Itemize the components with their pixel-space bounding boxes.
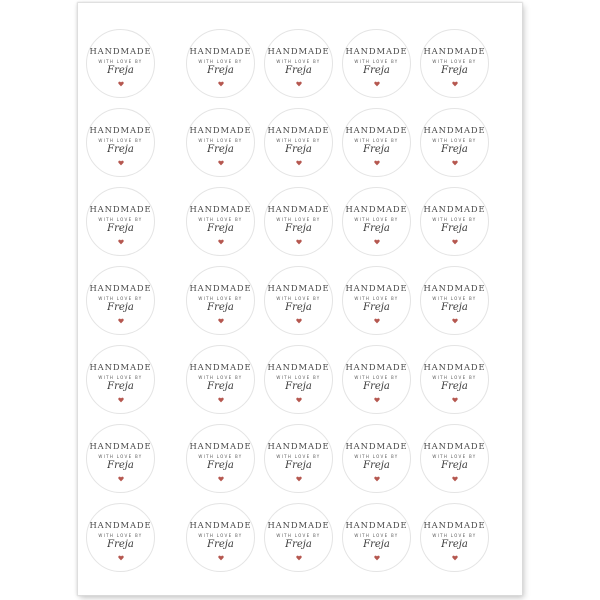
sticker-subtitle: WITH LOVE BY: [198, 454, 243, 459]
sticker-subtitle: WITH LOVE BY: [354, 533, 399, 538]
sticker-name: Freja: [107, 381, 134, 392]
sticker-subtitle: WITH LOVE BY: [432, 375, 477, 380]
sticker-name: Freja: [285, 381, 312, 392]
heart-icon: [218, 318, 224, 324]
sticker-subtitle: WITH LOVE BY: [98, 138, 143, 143]
sticker-name: Freja: [285, 460, 312, 471]
sticker-title: HANDMADE: [189, 125, 252, 135]
sticker-title: HANDMADE: [423, 125, 486, 135]
sticker-subtitle: WITH LOVE BY: [432, 296, 477, 301]
sticker-subtitle: WITH LOVE BY: [198, 375, 243, 380]
sticker-label: [264, 424, 333, 493]
sticker-subtitle: WITH LOVE BY: [276, 533, 321, 538]
sticker-label: [186, 108, 255, 177]
heart-icon: [452, 318, 458, 324]
heart-icon: [118, 555, 124, 561]
sticker-name: Freja: [363, 302, 390, 313]
heart-icon: [296, 160, 302, 166]
sticker-sheet: [78, 3, 522, 595]
sticker-title: HANDMADE: [189, 283, 252, 293]
sticker-name: Freja: [441, 302, 468, 313]
sticker-title: HANDMADE: [267, 283, 330, 293]
heart-icon: [296, 555, 302, 561]
sticker-label: [186, 266, 255, 335]
heart-icon: [374, 555, 380, 561]
sticker-subtitle: WITH LOVE BY: [432, 59, 477, 64]
sticker-title: HANDMADE: [345, 520, 408, 530]
sticker-name: Freja: [107, 65, 134, 76]
sticker-label: [342, 187, 411, 256]
sticker-name: Freja: [207, 381, 234, 392]
sticker-title: HANDMADE: [267, 46, 330, 56]
sticker-label: [420, 29, 489, 98]
sticker-label: [264, 29, 333, 98]
sticker-subtitle: WITH LOVE BY: [276, 454, 321, 459]
sticker-label: [186, 345, 255, 414]
sticker-subtitle: WITH LOVE BY: [276, 217, 321, 222]
sticker-subtitle: WITH LOVE BY: [198, 217, 243, 222]
sticker-title: HANDMADE: [345, 441, 408, 451]
sticker-label: [342, 503, 411, 572]
sticker-subtitle: WITH LOVE BY: [354, 454, 399, 459]
sticker-subtitle: WITH LOVE BY: [98, 217, 143, 222]
heart-icon: [374, 318, 380, 324]
sticker-title: HANDMADE: [89, 520, 152, 530]
sticker-subtitle: WITH LOVE BY: [354, 138, 399, 143]
sticker-title: HANDMADE: [89, 441, 152, 451]
sticker-label: [86, 29, 155, 98]
sticker-title: HANDMADE: [345, 46, 408, 56]
sticker-label: [264, 345, 333, 414]
sticker-name: Freja: [441, 539, 468, 550]
sticker-label: [420, 187, 489, 256]
sticker-title: HANDMADE: [423, 362, 486, 372]
sticker-label: [86, 424, 155, 493]
sticker-name: Freja: [285, 539, 312, 550]
heart-icon: [374, 476, 380, 482]
sticker-title: HANDMADE: [189, 204, 252, 214]
sticker-label: [420, 108, 489, 177]
sticker-name: Freja: [441, 381, 468, 392]
heart-icon: [296, 318, 302, 324]
sticker-name: Freja: [285, 65, 312, 76]
heart-icon: [118, 397, 124, 403]
sticker-name: Freja: [363, 223, 390, 234]
sticker-label: [264, 108, 333, 177]
sticker-title: HANDMADE: [89, 362, 152, 372]
sticker-label: [186, 424, 255, 493]
sticker-label: [86, 266, 155, 335]
sticker-subtitle: WITH LOVE BY: [354, 217, 399, 222]
sticker-name: Freja: [107, 539, 134, 550]
sticker-name: Freja: [207, 539, 234, 550]
sticker-name: Freja: [285, 302, 312, 313]
sticker-title: HANDMADE: [89, 283, 152, 293]
sticker-title: HANDMADE: [189, 362, 252, 372]
sticker-name: Freja: [441, 65, 468, 76]
heart-icon: [218, 239, 224, 245]
sticker-subtitle: WITH LOVE BY: [198, 296, 243, 301]
heart-icon: [118, 160, 124, 166]
heart-icon: [296, 81, 302, 87]
sticker-title: HANDMADE: [423, 204, 486, 214]
heart-icon: [374, 397, 380, 403]
sticker-title: HANDMADE: [423, 46, 486, 56]
sticker-label: [86, 108, 155, 177]
heart-icon: [452, 239, 458, 245]
sticker-name: Freja: [207, 460, 234, 471]
sticker-label: [186, 503, 255, 572]
heart-icon: [296, 397, 302, 403]
heart-icon: [374, 160, 380, 166]
sticker-label: [186, 29, 255, 98]
sticker-label: [420, 503, 489, 572]
sticker-name: Freja: [285, 144, 312, 155]
sticker-subtitle: WITH LOVE BY: [98, 454, 143, 459]
heart-icon: [452, 476, 458, 482]
sticker-label: [342, 108, 411, 177]
sticker-subtitle: WITH LOVE BY: [276, 375, 321, 380]
sticker-title: HANDMADE: [345, 204, 408, 214]
heart-icon: [118, 239, 124, 245]
sticker-name: Freja: [441, 460, 468, 471]
sticker-label: [264, 266, 333, 335]
sticker-title: HANDMADE: [345, 125, 408, 135]
sticker-label: [342, 29, 411, 98]
sticker-title: HANDMADE: [267, 520, 330, 530]
sticker-subtitle: WITH LOVE BY: [354, 59, 399, 64]
heart-icon: [296, 239, 302, 245]
sticker-subtitle: WITH LOVE BY: [432, 454, 477, 459]
heart-icon: [452, 555, 458, 561]
sticker-name: Freja: [441, 144, 468, 155]
sticker-label: [420, 345, 489, 414]
sticker-label: [342, 266, 411, 335]
heart-icon: [296, 476, 302, 482]
sticker-label: [86, 345, 155, 414]
sticker-title: HANDMADE: [267, 441, 330, 451]
sticker-label: [264, 503, 333, 572]
sticker-name: Freja: [207, 223, 234, 234]
sticker-subtitle: WITH LOVE BY: [198, 138, 243, 143]
sticker-name: Freja: [107, 302, 134, 313]
heart-icon: [218, 476, 224, 482]
sticker-name: Freja: [363, 460, 390, 471]
sticker-name: Freja: [363, 144, 390, 155]
sticker-subtitle: WITH LOVE BY: [98, 533, 143, 538]
heart-icon: [218, 397, 224, 403]
sticker-subtitle: WITH LOVE BY: [354, 296, 399, 301]
sticker-name: Freja: [363, 381, 390, 392]
sticker-title: HANDMADE: [267, 125, 330, 135]
sticker-title: HANDMADE: [189, 441, 252, 451]
sticker-label: [264, 187, 333, 256]
sticker-title: HANDMADE: [267, 204, 330, 214]
sticker-name: Freja: [107, 460, 134, 471]
heart-icon: [452, 160, 458, 166]
sticker-subtitle: WITH LOVE BY: [98, 59, 143, 64]
sticker-name: Freja: [107, 144, 134, 155]
sticker-subtitle: WITH LOVE BY: [354, 375, 399, 380]
sticker-name: Freja: [207, 302, 234, 313]
sticker-subtitle: WITH LOVE BY: [198, 59, 243, 64]
sticker-title: HANDMADE: [345, 362, 408, 372]
sticker-label: [186, 187, 255, 256]
sticker-subtitle: WITH LOVE BY: [98, 375, 143, 380]
sticker-name: Freja: [363, 65, 390, 76]
sticker-label: [342, 424, 411, 493]
sticker-name: Freja: [285, 223, 312, 234]
sticker-subtitle: WITH LOVE BY: [276, 138, 321, 143]
heart-icon: [452, 397, 458, 403]
heart-icon: [118, 476, 124, 482]
sticker-subtitle: WITH LOVE BY: [432, 217, 477, 222]
sticker-title: HANDMADE: [89, 204, 152, 214]
sticker-subtitle: WITH LOVE BY: [432, 533, 477, 538]
heart-icon: [374, 81, 380, 87]
heart-icon: [118, 81, 124, 87]
sticker-subtitle: WITH LOVE BY: [432, 138, 477, 143]
sticker-title: HANDMADE: [189, 46, 252, 56]
sticker-title: HANDMADE: [423, 520, 486, 530]
heart-icon: [218, 81, 224, 87]
sticker-title: HANDMADE: [267, 362, 330, 372]
sticker-name: Freja: [363, 539, 390, 550]
heart-icon: [218, 555, 224, 561]
sticker-name: Freja: [207, 144, 234, 155]
heart-icon: [218, 160, 224, 166]
sticker-name: Freja: [107, 223, 134, 234]
sticker-label: [420, 266, 489, 335]
sticker-label: [342, 345, 411, 414]
sticker-subtitle: WITH LOVE BY: [276, 59, 321, 64]
sticker-subtitle: WITH LOVE BY: [198, 533, 243, 538]
sticker-title: HANDMADE: [423, 283, 486, 293]
sticker-name: Freja: [207, 65, 234, 76]
sticker-subtitle: WITH LOVE BY: [276, 296, 321, 301]
sticker-label: [86, 503, 155, 572]
heart-icon: [452, 81, 458, 87]
sticker-title: HANDMADE: [89, 46, 152, 56]
sticker-name: Freja: [441, 223, 468, 234]
sticker-title: HANDMADE: [345, 283, 408, 293]
heart-icon: [374, 239, 380, 245]
sticker-title: HANDMADE: [423, 441, 486, 451]
heart-icon: [118, 318, 124, 324]
sticker-label: [420, 424, 489, 493]
sticker-label: [86, 187, 155, 256]
sticker-title: HANDMADE: [189, 520, 252, 530]
sticker-subtitle: WITH LOVE BY: [98, 296, 143, 301]
sticker-title: HANDMADE: [89, 125, 152, 135]
